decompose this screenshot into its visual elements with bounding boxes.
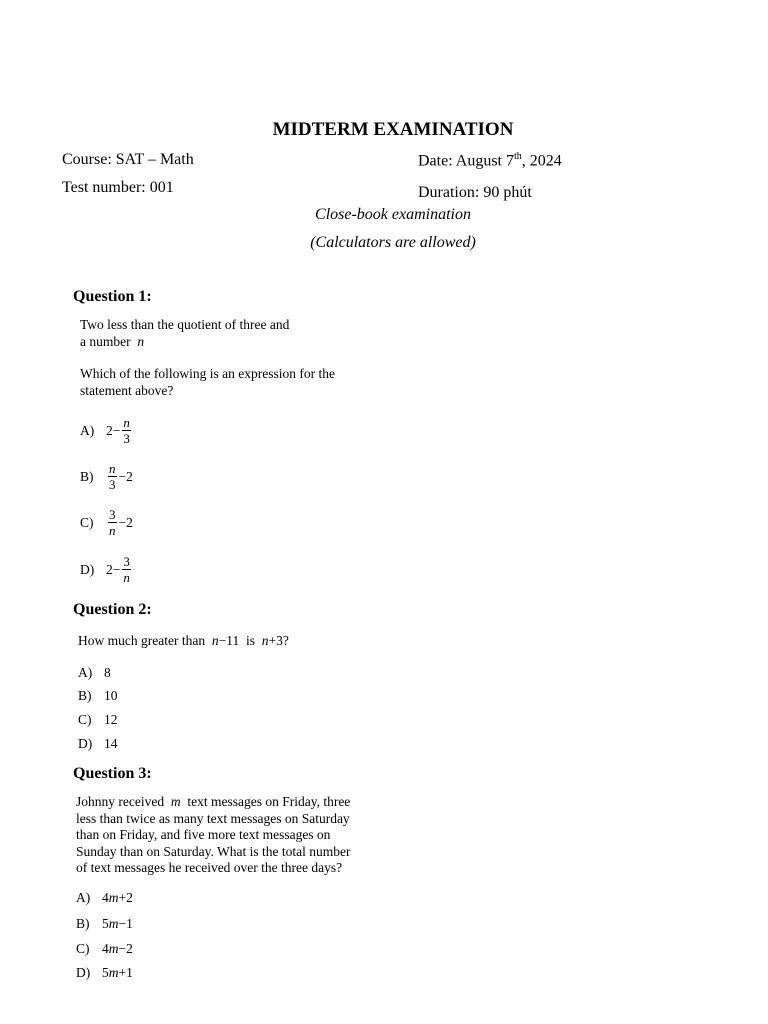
question-3-option-a[interactable] [76,890,133,906]
question-2-expression: +3? [268,633,289,648]
option-letter: C) [76,941,90,956]
question-1-prompt [80,365,380,399]
option-letter: D) [80,561,95,577]
option-expression-rest: −1 [118,916,133,931]
date-prefix: Date: August 7 [418,152,514,170]
option-letter: C) [78,712,92,727]
fraction-numerator: 3 [123,554,130,569]
question-1-option-d[interactable] [80,554,133,585]
duration-label: Duration: 90 phút [418,184,532,201]
question-3-option-b[interactable] [76,916,133,932]
option-letter: A) [78,665,93,680]
option-value: 10 [104,688,118,703]
option-letter: B) [76,916,90,931]
question-3-heading: Question 3: [73,765,152,782]
option-value: 8 [104,665,111,680]
question-2-option-b[interactable] [78,688,118,704]
option-coefficient: 4 [102,941,109,956]
option-letter: A) [76,890,91,905]
option-expression-rest: +2 [118,890,133,905]
option-letter: A) [80,422,95,438]
question-1-statement [80,316,380,350]
option-expression-pre: 2− [106,422,121,438]
fraction-denominator: 3 [109,477,116,492]
option-letter: C) [80,514,94,530]
question-1-prompt-line: Which of the following is an expression for the [80,366,335,381]
question-1-prompt-line: statement above? [80,383,174,398]
exam-title: MIDTERM EXAMINATION [272,119,514,140]
question-2-expression: −11 [218,633,240,648]
fraction [108,461,117,492]
question-1-option-a[interactable] [80,415,133,446]
question-2-statement [78,632,398,649]
fraction-denominator: n [109,523,116,538]
question-1-option-b[interactable] [80,461,133,492]
option-expression-post: −2 [118,468,133,484]
option-value: 12 [104,712,118,727]
option-letter: B) [80,468,94,484]
date-label [418,151,562,170]
option-expression-post: −2 [118,514,133,530]
date-suffix: , 2024 [521,152,562,170]
option-expression-rest: −2 [118,941,133,956]
fraction-numerator: n [123,415,130,430]
variable-m: m [108,890,119,905]
question-3-statement-line: than on Friday, and five more text messages on [76,827,331,842]
question-1-statement-text: a number [80,334,131,349]
question-3-option-d[interactable] [76,965,133,981]
fraction-denominator: n [123,570,130,585]
question-3-statement-line [76,794,396,811]
variable-m: m [108,965,119,980]
question-1-statement-line [80,333,380,350]
date-ordinal: th [514,151,522,162]
option-coefficient: 5 [102,965,109,980]
question-1-heading: Question 1: [73,288,152,305]
variable-n: n [261,633,269,648]
question-2-text: How much greater than [78,633,206,648]
question-3-statement-line: Sunday than on Saturday. What is the total number [76,843,351,859]
option-letter: D) [78,736,93,751]
exam-note-calculators: (Calculators are allowed) [310,234,476,251]
variable-n: n [211,633,219,648]
variable-m: m [108,941,119,956]
variable-m: m [170,794,181,809]
option-coefficient: 4 [102,890,109,905]
option-expression-rest: +1 [118,965,133,980]
question-2-option-d[interactable] [78,736,118,752]
fraction-numerator: 3 [109,507,116,522]
question-3-text: Johnny received [76,794,165,809]
question-1-statement-line: Two less than the quotient of three and [80,317,290,332]
question-2-heading: Question 2: [73,601,152,618]
variable-m: m [108,916,119,931]
fraction [108,507,117,538]
fraction [122,554,131,585]
question-2-option-a[interactable] [78,665,111,681]
question-2-text: is [245,633,255,648]
question-3-text: text messages on Friday, three [187,794,351,809]
option-letter: D) [76,965,91,980]
variable-n: n [137,334,145,349]
exam-note-closebook: Close-book examination [315,206,471,223]
option-letter: B) [78,688,92,703]
question-3-option-c[interactable] [76,941,133,957]
fraction [122,415,131,446]
question-1-option-c[interactable] [80,507,133,538]
question-3-statement [76,794,396,877]
option-coefficient: 5 [102,916,109,931]
question-2-option-c[interactable] [78,712,118,728]
question-3-statement-line: of text messages he received over the three days? [76,860,343,875]
fraction-numerator: n [109,461,116,476]
test-number-label: Test number: 001 [62,179,174,196]
option-expression-pre: 2− [106,561,121,577]
fraction-denominator: 3 [123,431,130,446]
course-label: Course: SAT – Math [62,151,194,168]
question-3-statement-line: less than twice as many text messages on Saturday [76,810,350,826]
option-value: 14 [104,736,118,751]
